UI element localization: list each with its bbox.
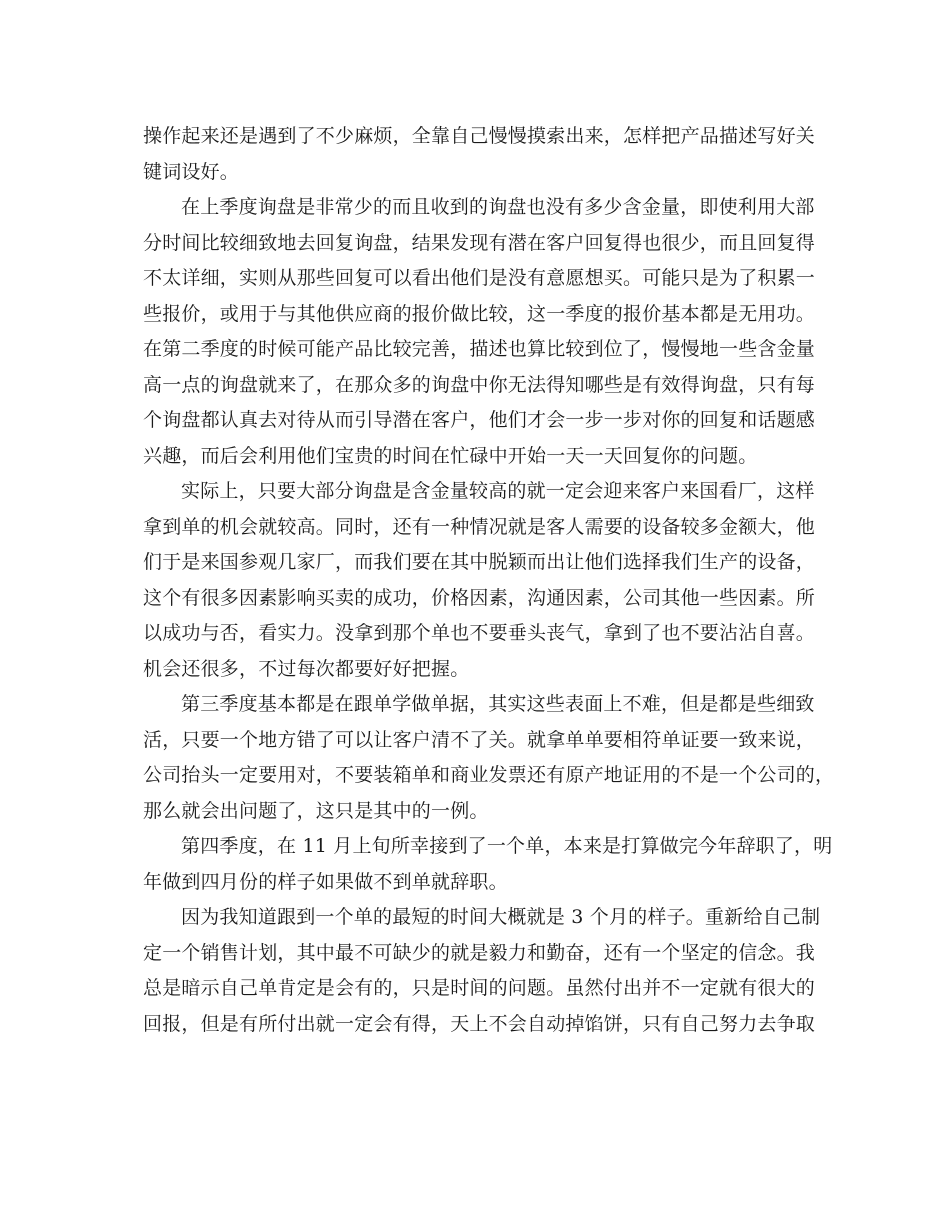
- paragraph-start-line: 实际上，只要大部分询盘是含金量较高的就一定会迎来客户来国看厂，这样: [181, 480, 815, 502]
- text-line: 那么就会出问题了，这只是其中的一例。: [143, 799, 489, 822]
- text-line: 回报，但是有所付出就一定会有得，天上不会自动掉馅饼，只有自己努力去争取: [143, 1012, 816, 1035]
- paragraph-start-line: 因为我知道跟到一个单的最短的时间大概就是 3 个月的样子。重新给自己制: [181, 906, 821, 928]
- text-line: 兴趣，而后会利用他们宝贵的时间在忙碌中开始一天一天回复你的问题。: [143, 444, 758, 467]
- text-line: 年做到四月份的样子如果做不到单就辞职。: [143, 870, 508, 893]
- text-line: 个询盘都认真去对待从而引导潜在客户，他们才会一步一步对你的回复和话题感: [143, 409, 816, 431]
- text-line: 们于是来国参观几家厂，而我们要在其中脱颖而出让他们选择我们生产的设备，: [143, 551, 816, 573]
- paragraph-start-line: 在上季度询盘是非常少的而且收到的询盘也没有多少含金量，即使利用大部: [181, 196, 815, 218]
- text-line: 总是暗示自己单肯定是会有的，只是时间的问题。虽然付出并不一定就有很大的: [143, 977, 816, 999]
- paragraph-start-line: 第三季度基本都是在跟单学做单据，其实这些表面上不难，但是都是些细致: [181, 693, 815, 715]
- text-line: 键词设好。: [143, 160, 240, 183]
- text-line: 些报价，或用于与其他供应商的报价做比较，这一季度的报价基本都是无用功。: [143, 302, 816, 325]
- text-line: 在第二季度的时候可能产品比较完善，描述也算比较到位了，慢慢地一些含金量: [143, 338, 816, 360]
- text-line: 活，只要一个地方错了可以让客户清不了关。就拿单单要相符单证要一致来说，: [143, 728, 816, 751]
- text-line: 这个有很多因素影响买卖的成功，价格因素，沟通因素，公司其他一些因素。所: [143, 586, 816, 609]
- text-line: 高一点的询盘就来了，在那众多的询盘中你无法得知哪些是有效得询盘，只有每: [143, 373, 816, 396]
- text-line: 以成功与否，看实力。没拿到那个单也不要垂头丧气，拿到了也不要沾沾自喜。: [143, 622, 816, 644]
- text-line: 分时间比较细致地去回复询盘，结果发现有潜在客户回复得也很少，而且回复得: [143, 231, 816, 254]
- text-line: 拿到单的机会就较高。同时，还有一种情况就是客人需要的设备较多金额大，他: [143, 515, 816, 538]
- text-line: 机会还很多，不过每次都要好好把握。: [143, 657, 470, 680]
- text-line: 操作起来还是遇到了不少麻烦，全靠自己慢慢摸索出来，怎样把产品描述写好关: [143, 125, 816, 147]
- text-line: 定一个销售计划，其中最不可缺少的就是毅力和勤奋，还有一个坚定的信念。我: [143, 941, 816, 964]
- text-line: 不太详细，实则从那些回复可以看出他们是没有意愿想买。可能只是为了积累一: [143, 267, 816, 289]
- paragraph-start-line: 第四季度，在 11 月上旬所幸接到了一个单，本来是打算做完今年辞职了，明: [181, 835, 833, 857]
- document-body: [143, 119, 835, 1042]
- text-line: 公司抬头一定要用对，不要装箱单和商业发票还有原产地证用的不是一个公司的，: [143, 764, 835, 786]
